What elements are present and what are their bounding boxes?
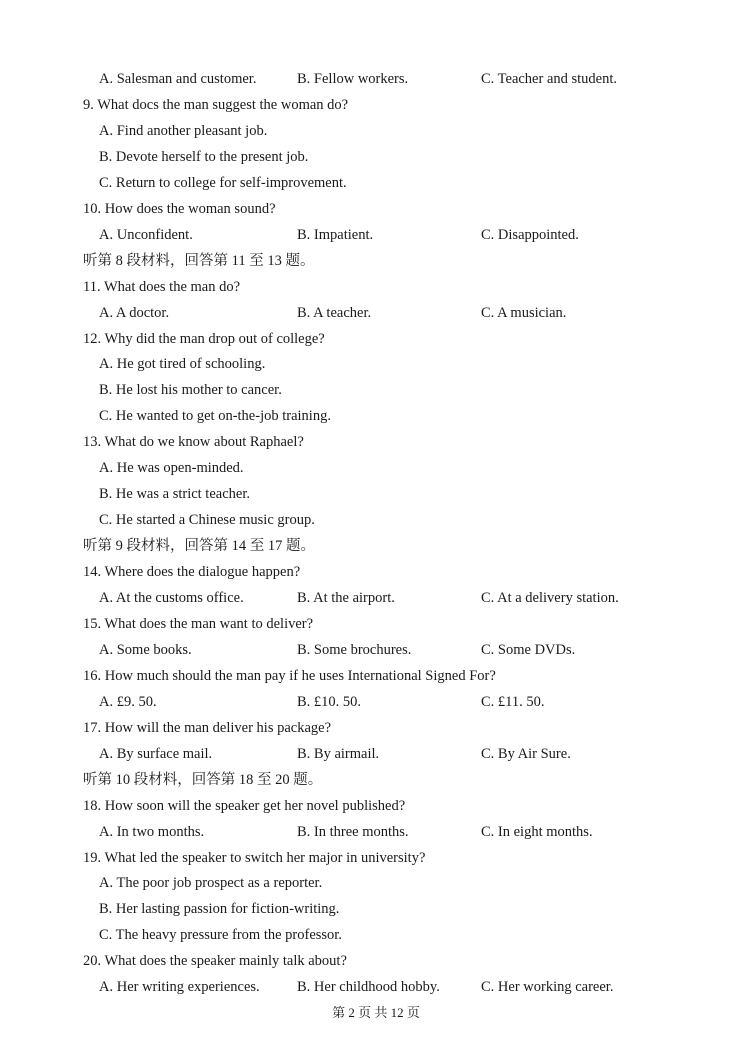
question-row	[0, 948, 752, 974]
options-row	[0, 741, 752, 767]
answer-option-a: A. A doctor.	[99, 304, 170, 321]
answer-option: A. He was open-minded.	[99, 460, 244, 477]
answer-option-b: B. Fellow workers.	[297, 71, 409, 87]
option-row	[0, 455, 752, 481]
question-text: 20. What does the speaker mainly talk about?	[83, 953, 347, 970]
answer-option: B. Devote herself to the present job.	[99, 148, 309, 165]
option-row	[0, 403, 752, 429]
answer-option-b: B. By airmail.	[297, 745, 380, 762]
answer-option-c: C. Some DVDs.	[481, 641, 576, 658]
options-row	[0, 974, 752, 1000]
question-row	[0, 559, 752, 585]
answer-option-a: A. By surface mail.	[99, 745, 213, 762]
question-text: 11. What does the man do?	[83, 278, 241, 295]
answer-option-c: C. £11. 50.	[481, 693, 545, 710]
options-row	[0, 300, 752, 326]
question-row	[0, 196, 752, 222]
options-row	[0, 689, 752, 715]
question-text: 9. What docs the man suggest the woman do?	[83, 96, 349, 113]
answer-option-c: C. Disappointed.	[481, 226, 579, 243]
answer-option: C. He wanted to get on-the-job training.	[99, 408, 331, 425]
answer-option-b: B. £10. 50.	[297, 693, 362, 710]
question-row	[0, 845, 752, 871]
question-row	[0, 92, 752, 118]
option-row	[0, 507, 752, 533]
question-text: 16. How much should the man pay if he uses International Signed For?	[83, 667, 496, 684]
answer-option-b: B. A teacher.	[297, 304, 372, 321]
option-row	[0, 481, 752, 507]
answer-option-c: C. A musician.	[481, 304, 567, 321]
answer-option-a: A. Salesman and customer.	[99, 71, 257, 87]
answer-option-b: B. Some brochures.	[297, 641, 412, 658]
section-instruction: 听第 9 段材料，回答第 14 至 17 题。	[83, 538, 315, 555]
answer-option-c: C. Teacher and student.	[481, 71, 618, 87]
question-text: 19. What led the speaker to switch her major in university?	[83, 849, 426, 866]
page-footer: 第 2 页 共 12 页	[332, 1005, 420, 1020]
option-row	[0, 896, 752, 922]
option-row	[0, 922, 752, 948]
answer-option: B. He lost his mother to cancer.	[99, 382, 282, 399]
answer-option-a: A. At the customs office.	[99, 590, 244, 606]
option-row	[0, 170, 752, 196]
answer-option-b: B. Her childhood hobby.	[297, 979, 440, 996]
question-text: 17. How will the man deliver his package?	[83, 719, 332, 736]
question-row	[0, 429, 752, 455]
answer-option: B. He was a strict teacher.	[99, 486, 250, 503]
options-row	[0, 222, 752, 248]
question-text: 14. Where does the dialogue happen?	[83, 564, 301, 581]
answer-option-c: C. By Air Sure.	[481, 745, 571, 762]
answer-option: C. The heavy pressure from the professor.	[99, 927, 342, 944]
option-row	[0, 870, 752, 896]
answer-option-c: C. In eight months.	[481, 823, 593, 840]
answer-option: A. The poor job prospect as a reporter.	[99, 875, 323, 892]
options-row	[0, 637, 752, 663]
question-row	[0, 715, 752, 741]
question-text: 18. How soon will the speaker get her novel published?	[83, 797, 406, 814]
question-row	[0, 611, 752, 637]
answer-option-a: A. Unconfident.	[99, 226, 193, 243]
answer-option: C. He started a Chinese music group.	[99, 512, 315, 529]
question-row	[0, 326, 752, 352]
options-row	[0, 585, 752, 611]
question-row	[0, 793, 752, 819]
answer-option-a: A. In two months.	[99, 823, 205, 840]
section-instruction-row	[0, 767, 752, 793]
answer-option-b: B. At the airport.	[297, 590, 395, 606]
answer-option-c: C. At a delivery station.	[481, 590, 619, 606]
option-row	[0, 144, 752, 170]
option-row	[0, 377, 752, 403]
answer-option-a: A. Her writing experiences.	[99, 979, 260, 996]
question-text: 10. How does the woman sound?	[83, 200, 276, 217]
section-instruction: 听第 10 段材料，回答第 18 至 20 题。	[83, 771, 323, 788]
section-instruction-row	[0, 533, 752, 559]
answer-option-b: B. Impatient.	[297, 226, 374, 243]
options-row	[0, 66, 752, 92]
answer-option-c: C. Her working career.	[481, 979, 614, 996]
answer-option: B. Her lasting passion for fiction-writing.	[99, 901, 340, 918]
answer-option: A. Find another pleasant job.	[99, 122, 268, 139]
option-row	[0, 118, 752, 144]
section-instruction-row	[0, 248, 752, 274]
options-row	[0, 819, 752, 845]
section-instruction: 听第 8 段材料，回答第 11 至 13 题。	[83, 252, 315, 269]
question-text: 12. Why did the man drop out of college?	[83, 330, 325, 347]
answer-option-b: B. In three months.	[297, 823, 409, 840]
question-text: 15. What does the man want to deliver?	[83, 615, 314, 632]
option-row	[0, 351, 752, 377]
answer-option: C. Return to college for self-improvement.	[99, 174, 347, 191]
question-row	[0, 663, 752, 689]
question-row	[0, 274, 752, 300]
answer-option-a: A. £9. 50.	[99, 693, 157, 710]
answer-option: A. He got tired of schooling.	[99, 356, 266, 373]
answer-option-a: A. Some books.	[99, 641, 192, 658]
question-text: 13. What do we know about Raphael?	[83, 434, 304, 451]
